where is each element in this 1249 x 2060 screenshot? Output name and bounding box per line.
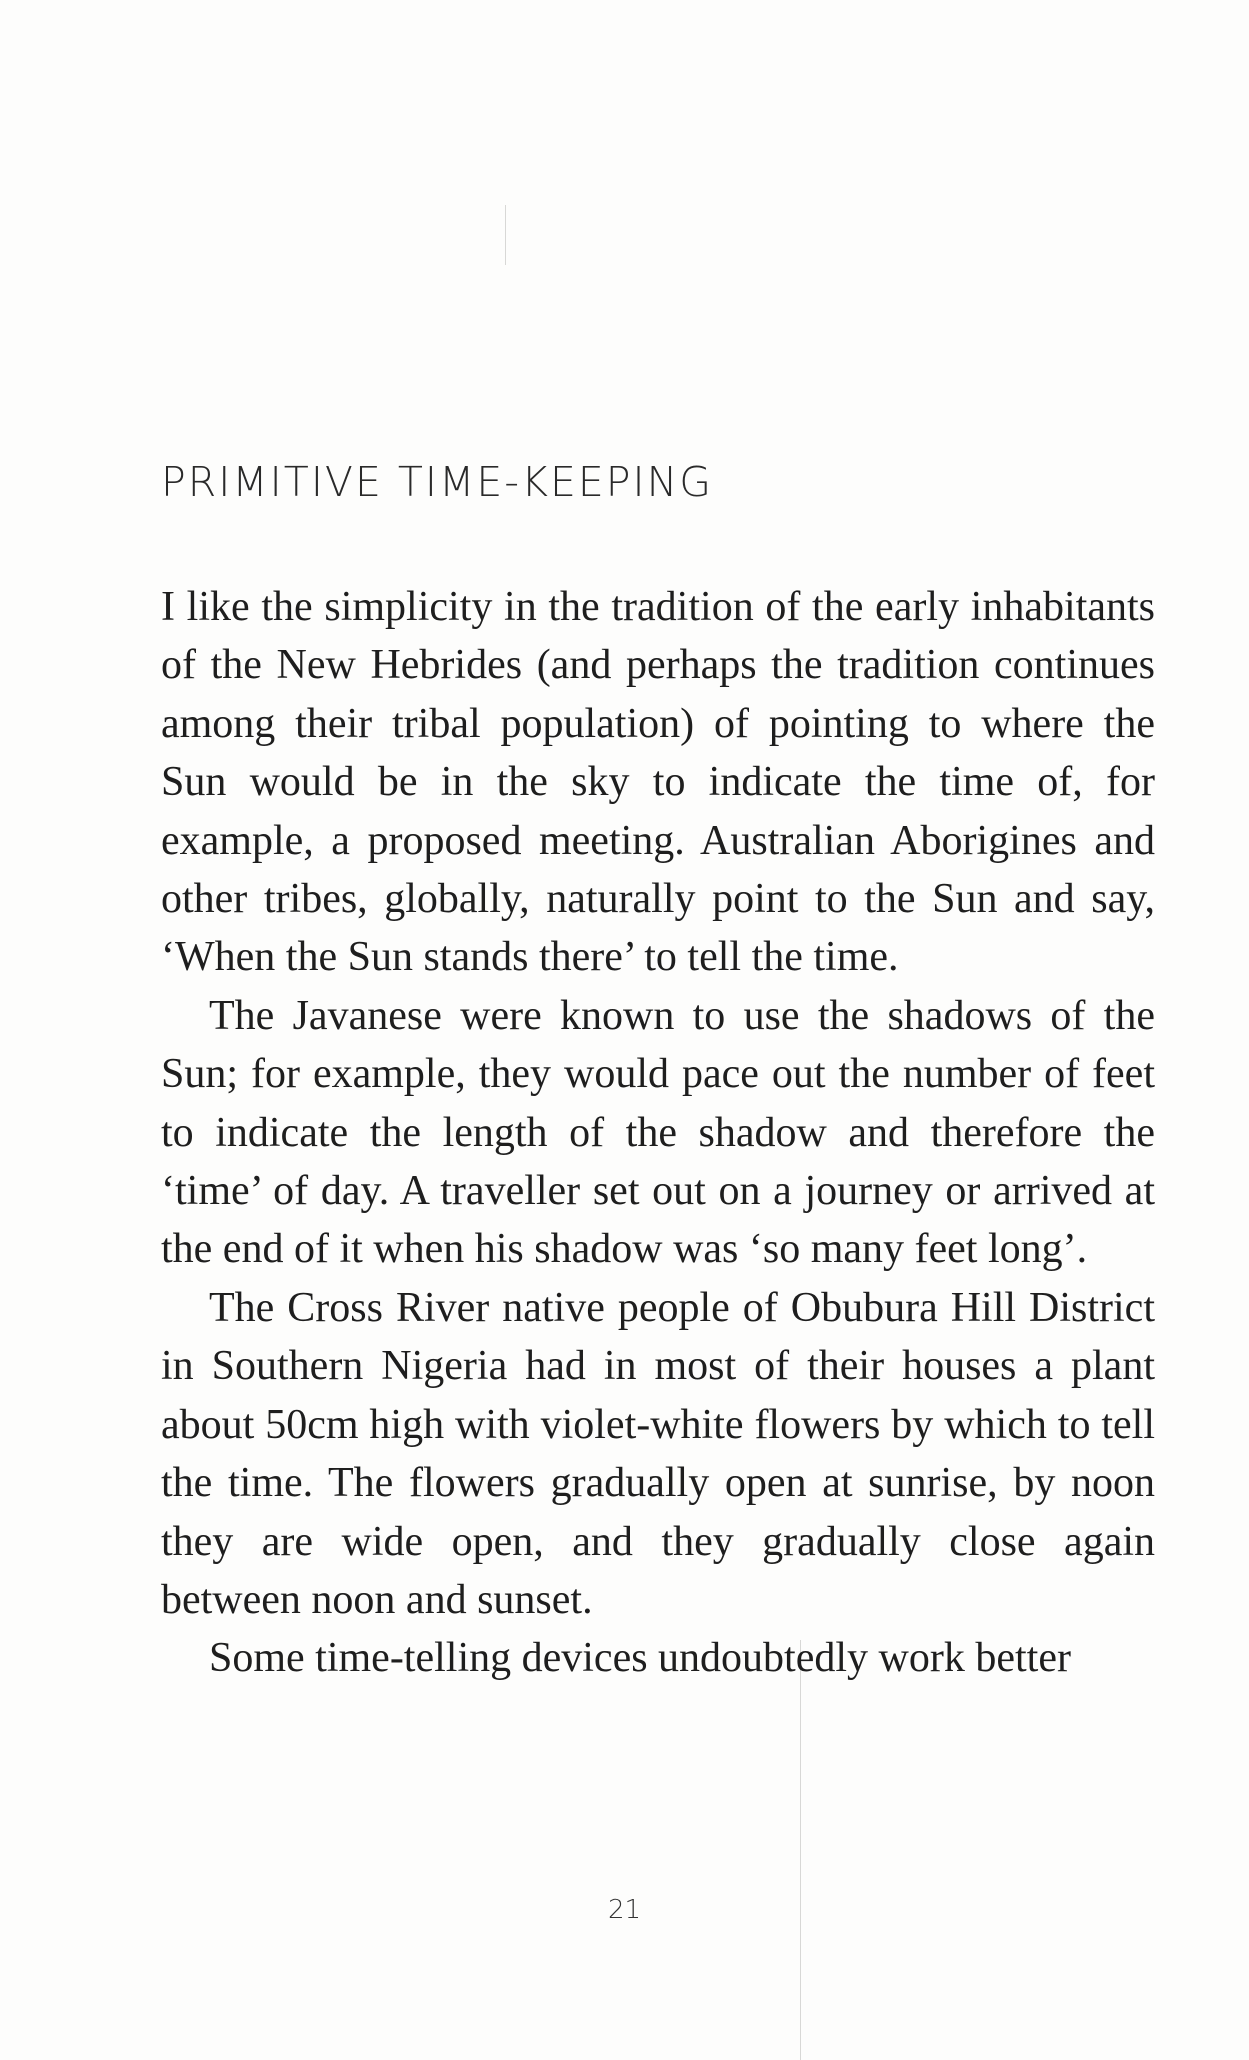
page-number: 21 — [607, 1895, 642, 1925]
paragraph: I like the simplicity in the tradition of the early inhabitants of the New Hebrides (and perhaps the tradition continues among their tribal population) of pointing to where the Sun would be in the sky to indicate the time of, for example, a proposed meeting. Australian Aborigines and other tribes, globally, naturally point to the Sun and say, ‘When the Sun stands there’ to tell the time. — [161, 584, 1155, 981]
paragraph: The Cross River native people of Obubura Hill District in Southern Nigeria had in most of their houses a plant about 50cm high with violet-white flowers by which to tell the time. The flowers gradually open at sunrise, by noon they are wide open, and they gradually close again between noon and sunset. — [161, 1284, 1155, 1623]
paragraph: Some time-telling devices undoubtedly work better — [209, 1635, 1071, 1682]
section-heading: PRIMITIVE TIME-KEEPING — [161, 458, 714, 506]
page-crease-mark — [505, 205, 506, 265]
paragraph: The Javanese were known to use the shadows of the Sun; for example, they would pace out the number of feet to indicate the length of the shadow and therefore the ‘time’ of day. A traveller set out on a journey or arrived at the end of it when his shadow was ‘so many feet long’. — [161, 992, 1155, 1273]
body-text — [161, 578, 1155, 1688]
page-crease-mark — [800, 1640, 801, 2060]
